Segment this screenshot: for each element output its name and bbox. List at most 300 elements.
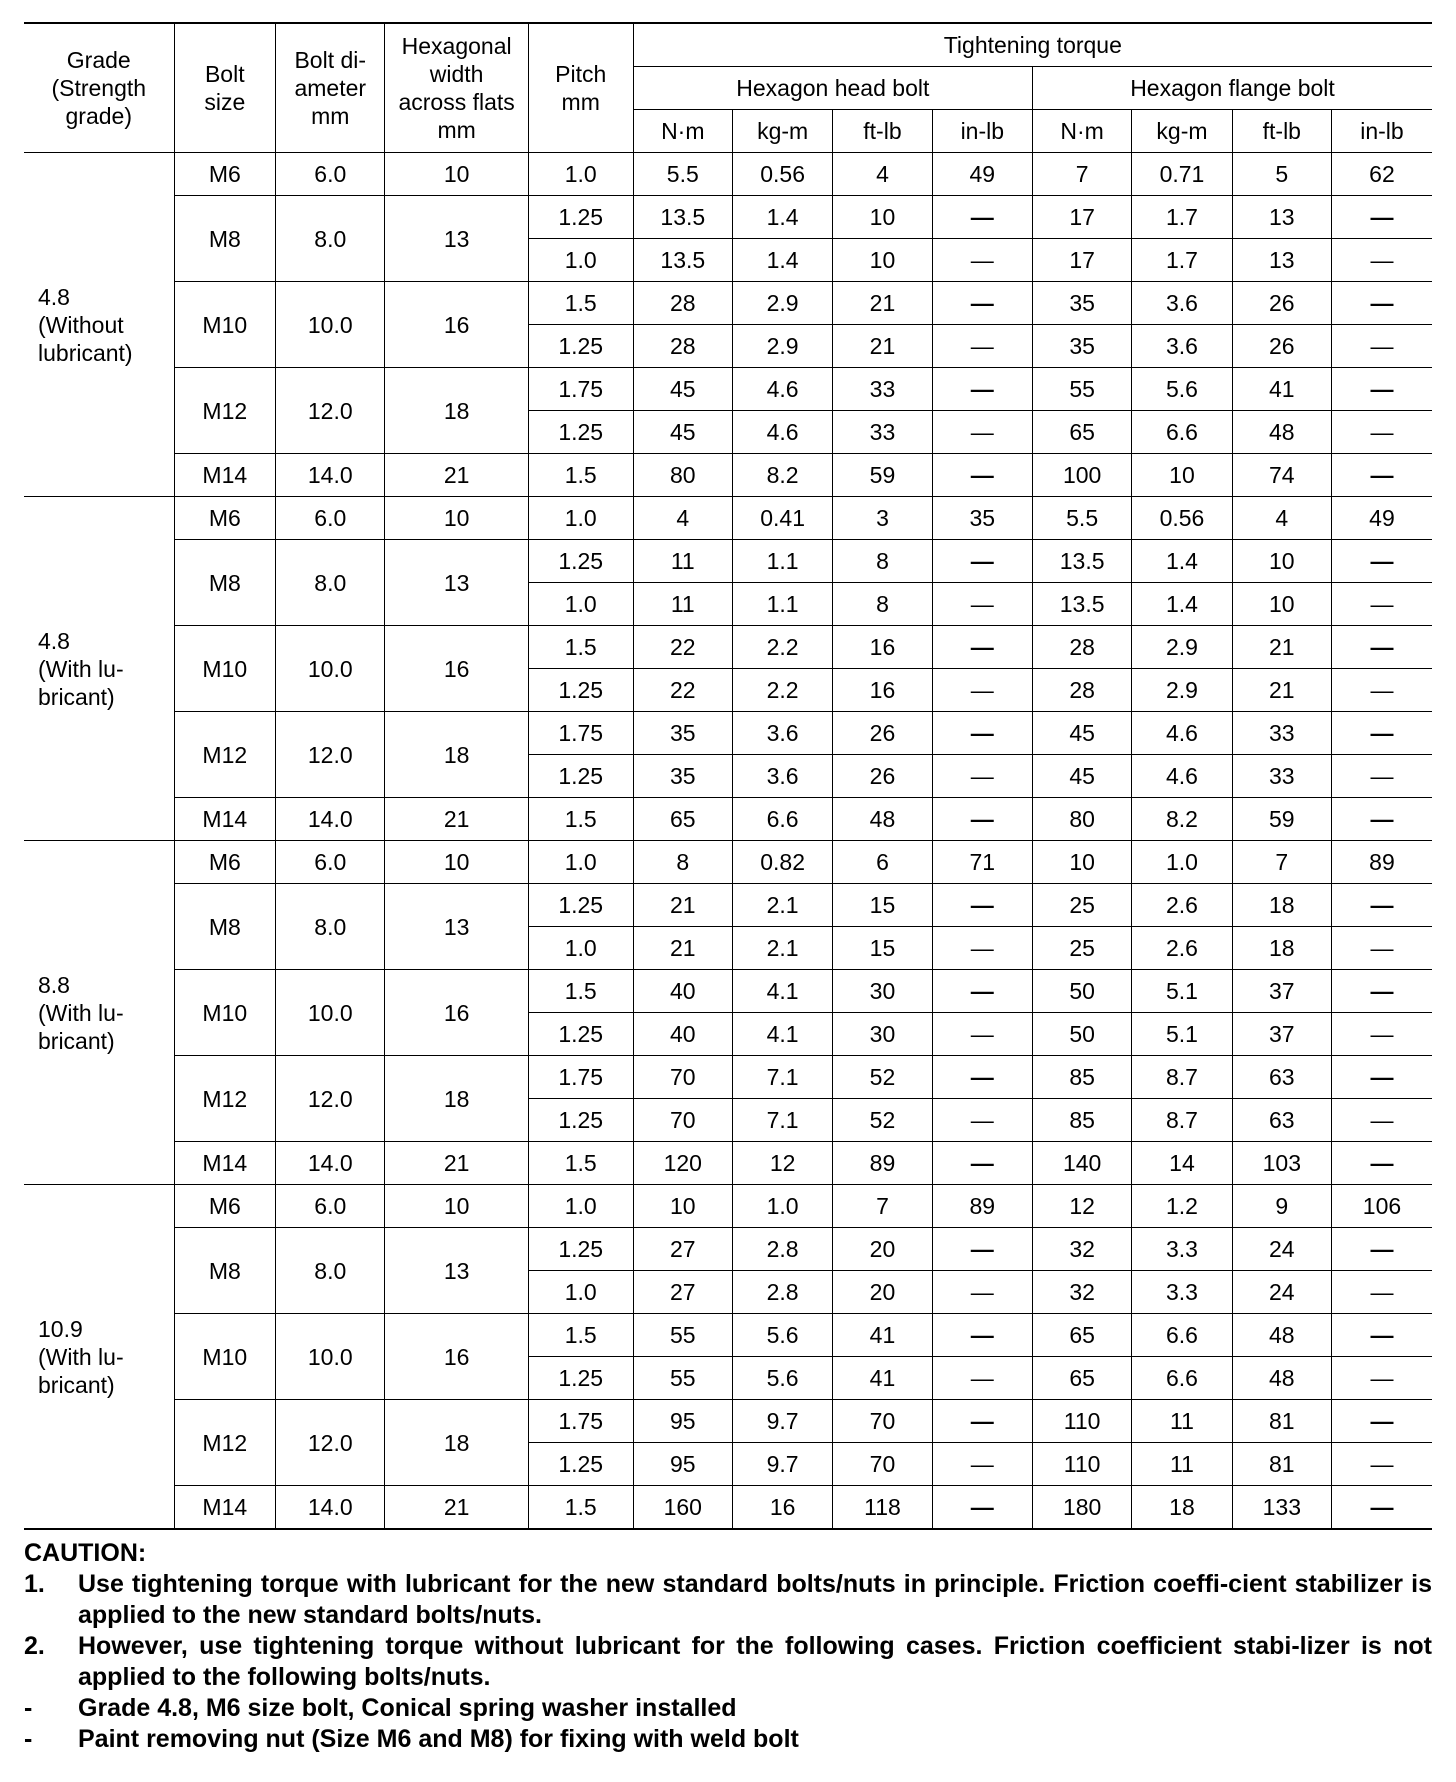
torque-value-cell: — — [1331, 325, 1432, 368]
torque-value-cell: 120 — [633, 1142, 732, 1185]
hex-width-cell: 10 — [385, 497, 528, 540]
bolt-diameter-cell: 10.0 — [276, 970, 385, 1056]
pitch-cell: 1.25 — [528, 411, 633, 454]
grade-cell: 8.8 (With lu- bricant) — [24, 841, 174, 1185]
hex-width-cell: 18 — [385, 368, 528, 454]
torque-value-cell: 52 — [833, 1099, 932, 1142]
bolt-diameter-cell: 8.0 — [276, 196, 385, 282]
torque-value-cell: 10 — [633, 1185, 732, 1228]
hex-width-cell: 13 — [385, 884, 528, 970]
grade-cell: 10.9 (With lu- bricant) — [24, 1185, 174, 1530]
torque-value-cell: 118 — [833, 1486, 932, 1530]
bolt-size-cell: M14 — [174, 454, 276, 497]
torque-value-cell: 11 — [633, 583, 732, 626]
table-row — [24, 841, 1432, 884]
caution-item — [24, 1569, 1432, 1631]
torque-value-cell: — — [932, 1013, 1032, 1056]
bolt-diameter-cell: 8.0 — [276, 540, 385, 626]
pitch-cell: 1.5 — [528, 282, 633, 325]
torque-value-cell: 85 — [1033, 1056, 1132, 1099]
torque-value-cell: 13.5 — [1033, 583, 1132, 626]
torque-value-cell: — — [932, 583, 1032, 626]
hex-width-cell: 18 — [385, 712, 528, 798]
bolt-size-cell: M14 — [174, 1142, 276, 1185]
torque-value-cell: 35 — [932, 497, 1032, 540]
header-hex-width: Hexagonal width across flats mm — [385, 23, 528, 153]
bolt-size-cell: M10 — [174, 282, 276, 368]
torque-value-cell: 2.2 — [732, 626, 832, 669]
torque-value-cell: 80 — [633, 454, 732, 497]
torque-value-cell: 26 — [1232, 325, 1331, 368]
hex-width-cell: 16 — [385, 1314, 528, 1400]
torque-value-cell: 1.4 — [732, 196, 832, 239]
torque-value-cell: 2.9 — [1132, 669, 1232, 712]
torque-value-cell: 2.9 — [732, 282, 832, 325]
torque-value-cell: — — [932, 1400, 1032, 1443]
torque-value-cell: — — [1331, 1314, 1432, 1357]
torque-value-cell: 70 — [633, 1099, 732, 1142]
torque-value-cell: — — [932, 325, 1032, 368]
torque-value-cell: — — [932, 1443, 1032, 1486]
torque-value-cell: 110 — [1033, 1400, 1132, 1443]
table-row — [24, 196, 1432, 239]
torque-value-cell: 17 — [1033, 196, 1132, 239]
torque-value-cell: — — [932, 1056, 1032, 1099]
torque-value-cell: 1.4 — [732, 239, 832, 282]
torque-value-cell: 48 — [1232, 1314, 1331, 1357]
table-row — [24, 1056, 1432, 1099]
torque-value-cell: 1.2 — [1132, 1185, 1232, 1228]
bolt-diameter-cell: 14.0 — [276, 798, 385, 841]
torque-value-cell: 35 — [633, 712, 732, 755]
torque-value-cell: 15 — [833, 884, 932, 927]
torque-value-cell: 4.1 — [732, 1013, 832, 1056]
torque-specification-sheet — [24, 22, 1432, 1755]
torque-value-cell: 3.6 — [732, 712, 832, 755]
caution-list — [24, 1569, 1432, 1755]
hex-width-cell: 10 — [385, 841, 528, 884]
table-row — [24, 282, 1432, 325]
torque-value-cell: — — [1331, 1099, 1432, 1142]
torque-value-cell: 50 — [1033, 1013, 1132, 1056]
hex-width-cell: 16 — [385, 626, 528, 712]
torque-value-cell: 10 — [833, 239, 932, 282]
caution-item — [24, 1631, 1432, 1693]
hex-width-cell: 21 — [385, 1142, 528, 1185]
torque-value-cell: 30 — [833, 970, 932, 1013]
bolt-size-cell: M8 — [174, 1228, 276, 1314]
pitch-cell: 1.0 — [528, 497, 633, 540]
torque-value-cell: 70 — [833, 1443, 932, 1486]
torque-value-cell: 6.6 — [1132, 1314, 1232, 1357]
torque-value-cell: 21 — [833, 325, 932, 368]
torque-value-cell: 3.6 — [732, 755, 832, 798]
table-row — [24, 454, 1432, 497]
torque-value-cell: 8.2 — [732, 454, 832, 497]
torque-value-cell: 6.6 — [1132, 411, 1232, 454]
torque-value-cell: — — [1331, 712, 1432, 755]
torque-value-cell: 21 — [1232, 669, 1331, 712]
torque-value-cell: 160 — [633, 1486, 732, 1530]
torque-value-cell: 133 — [1232, 1486, 1331, 1530]
torque-value-cell: 3.3 — [1132, 1271, 1232, 1314]
torque-value-cell: — — [1331, 282, 1432, 325]
torque-value-cell: — — [932, 454, 1032, 497]
torque-value-cell: 14 — [1132, 1142, 1232, 1185]
torque-value-cell: 6 — [833, 841, 932, 884]
torque-value-cell: 65 — [1033, 1314, 1132, 1357]
torque-value-cell: 70 — [633, 1056, 732, 1099]
torque-value-cell: 18 — [1232, 884, 1331, 927]
bolt-size-cell: M12 — [174, 712, 276, 798]
torque-value-cell: 2.6 — [1132, 927, 1232, 970]
table-row — [24, 1486, 1432, 1530]
bolt-diameter-cell: 12.0 — [276, 1056, 385, 1142]
torque-value-cell: 35 — [633, 755, 732, 798]
torque-value-cell: 41 — [1232, 368, 1331, 411]
pitch-cell: 1.75 — [528, 1056, 633, 1099]
torque-value-cell: — — [932, 239, 1032, 282]
bolt-size-cell: M6 — [174, 1185, 276, 1228]
torque-value-cell: 18 — [1232, 927, 1331, 970]
caution-item — [24, 1693, 1432, 1724]
header-unit: in-lb — [932, 110, 1032, 153]
table-row — [24, 1142, 1432, 1185]
torque-value-cell: 2.1 — [732, 884, 832, 927]
torque-value-cell: 5.1 — [1132, 1013, 1232, 1056]
torque-value-cell: 25 — [1033, 884, 1132, 927]
torque-value-cell: 30 — [833, 1013, 932, 1056]
bolt-size-cell: M14 — [174, 798, 276, 841]
hex-width-cell: 21 — [385, 1486, 528, 1530]
pitch-cell: 1.0 — [528, 583, 633, 626]
torque-value-cell: — — [1331, 884, 1432, 927]
torque-value-cell: 41 — [833, 1357, 932, 1400]
torque-value-cell: 52 — [833, 1056, 932, 1099]
pitch-cell: 1.5 — [528, 1142, 633, 1185]
torque-value-cell: 45 — [1033, 755, 1132, 798]
bolt-size-cell: M6 — [174, 841, 276, 884]
torque-value-cell: 5.6 — [732, 1357, 832, 1400]
hex-width-cell: 18 — [385, 1056, 528, 1142]
torque-value-cell: 81 — [1232, 1443, 1331, 1486]
caution-title: CAUTION: — [24, 1539, 147, 1567]
torque-value-cell: 27 — [633, 1228, 732, 1271]
torque-value-cell: 59 — [833, 454, 932, 497]
bolt-size-cell: M10 — [174, 626, 276, 712]
caution-item-marker: 2. — [24, 1632, 45, 1660]
table-row — [24, 1185, 1432, 1228]
pitch-cell: 1.5 — [528, 454, 633, 497]
torque-value-cell: 95 — [633, 1443, 732, 1486]
torque-value-cell: 4.6 — [732, 411, 832, 454]
header-tightening-torque: Tightening torque — [633, 23, 1432, 67]
torque-value-cell: 10 — [1232, 540, 1331, 583]
header-unit: N·m — [633, 110, 732, 153]
bolt-diameter-cell: 10.0 — [276, 626, 385, 712]
torque-value-cell: 12 — [1033, 1185, 1132, 1228]
bolt-diameter-cell: 6.0 — [276, 153, 385, 196]
caution-item-text: Use tightening torque with lubricant for the new standard bolts/nuts in principle. Friction coeffi-cient stabilizer is applied to the new standard bolts/nuts. — [78, 1570, 1432, 1629]
torque-value-cell: 20 — [833, 1271, 932, 1314]
torque-value-cell: 13.5 — [633, 196, 732, 239]
bolt-diameter-cell: 6.0 — [276, 841, 385, 884]
pitch-cell: 1.25 — [528, 196, 633, 239]
pitch-cell: 1.25 — [528, 1099, 633, 1142]
torque-value-cell: 180 — [1033, 1486, 1132, 1530]
torque-value-cell: 4.6 — [1132, 755, 1232, 798]
torque-value-cell: — — [1331, 755, 1432, 798]
bolt-diameter-cell: 12.0 — [276, 368, 385, 454]
torque-value-cell: 106 — [1331, 1185, 1432, 1228]
torque-value-cell: 15 — [833, 927, 932, 970]
torque-value-cell: 10 — [1232, 583, 1331, 626]
torque-value-cell: 1.4 — [1132, 540, 1232, 583]
torque-value-cell: 89 — [833, 1142, 932, 1185]
torque-value-cell: 13.5 — [633, 239, 732, 282]
torque-value-cell: 48 — [1232, 1357, 1331, 1400]
caution-item — [24, 1724, 1432, 1755]
torque-value-cell: 5 — [1232, 153, 1331, 196]
torque-value-cell: 37 — [1232, 970, 1331, 1013]
pitch-cell: 1.5 — [528, 970, 633, 1013]
pitch-cell: 1.25 — [528, 1228, 633, 1271]
torque-value-cell: 59 — [1232, 798, 1331, 841]
torque-value-cell: 95 — [633, 1400, 732, 1443]
torque-value-cell: 21 — [1232, 626, 1331, 669]
table-row — [24, 1228, 1432, 1271]
pitch-cell: 1.0 — [528, 841, 633, 884]
grade-cell: 4.8 (With lu- bricant) — [24, 497, 174, 841]
caution-item-text: Grade 4.8, M6 size bolt, Conical spring washer installed — [78, 1694, 737, 1722]
torque-value-cell: — — [932, 1357, 1032, 1400]
torque-value-cell: 103 — [1232, 1142, 1331, 1185]
torque-value-cell: 65 — [633, 798, 732, 841]
table-row — [24, 368, 1432, 411]
torque-value-cell: — — [1331, 970, 1432, 1013]
hex-width-cell: 21 — [385, 798, 528, 841]
torque-value-cell: 50 — [1033, 970, 1132, 1013]
pitch-cell: 1.0 — [528, 927, 633, 970]
torque-value-cell: — — [1331, 1142, 1432, 1185]
table-row — [24, 798, 1432, 841]
table-row — [24, 1314, 1432, 1357]
torque-value-cell: — — [1331, 1486, 1432, 1530]
bolt-diameter-cell: 12.0 — [276, 1400, 385, 1486]
torque-value-cell: 33 — [833, 411, 932, 454]
torque-value-cell: — — [1331, 1271, 1432, 1314]
torque-value-cell: 26 — [1232, 282, 1331, 325]
torque-value-cell: 16 — [833, 626, 932, 669]
torque-value-cell: 40 — [633, 970, 732, 1013]
torque-value-cell: — — [932, 282, 1032, 325]
header-unit: N·m — [1033, 110, 1132, 153]
torque-value-cell: — — [932, 626, 1032, 669]
torque-value-cell: 48 — [1232, 411, 1331, 454]
torque-value-cell: 5.1 — [1132, 970, 1232, 1013]
torque-value-cell: 48 — [833, 798, 932, 841]
header-hexagon-head-bolt: Hexagon head bolt — [633, 67, 1032, 110]
torque-value-cell: 5.5 — [1033, 497, 1132, 540]
torque-value-cell: — — [932, 970, 1032, 1013]
torque-value-cell: 45 — [633, 368, 732, 411]
torque-value-cell: — — [1331, 1056, 1432, 1099]
bolt-diameter-cell: 6.0 — [276, 1185, 385, 1228]
bolt-size-cell: M10 — [174, 1314, 276, 1400]
torque-value-cell: — — [932, 755, 1032, 798]
torque-value-cell: 100 — [1033, 454, 1132, 497]
torque-value-cell: 20 — [833, 1228, 932, 1271]
header-unit: ft-lb — [1232, 110, 1331, 153]
bolt-diameter-cell: 8.0 — [276, 884, 385, 970]
header-hexagon-flange-bolt: Hexagon flange bolt — [1033, 67, 1433, 110]
hex-width-cell: 13 — [385, 196, 528, 282]
pitch-cell: 1.5 — [528, 626, 633, 669]
torque-value-cell: 63 — [1232, 1099, 1331, 1142]
torque-value-cell: — — [1331, 1013, 1432, 1056]
torque-value-cell: — — [1331, 239, 1432, 282]
pitch-cell: 1.0 — [528, 1185, 633, 1228]
table-row — [24, 626, 1432, 669]
bolt-size-cell: M12 — [174, 1400, 276, 1486]
torque-value-cell: — — [932, 1271, 1032, 1314]
pitch-cell: 1.75 — [528, 1400, 633, 1443]
bolt-diameter-cell: 14.0 — [276, 454, 385, 497]
caution-item-marker: 1. — [24, 1570, 45, 1598]
torque-value-cell: 2.8 — [732, 1271, 832, 1314]
torque-value-cell: 2.6 — [1132, 884, 1232, 927]
header-grade: Grade (Strength grade) — [24, 23, 174, 153]
torque-value-cell: — — [932, 196, 1032, 239]
header-unit: in-lb — [1331, 110, 1432, 153]
torque-value-cell: 13 — [1232, 239, 1331, 282]
torque-value-cell: — — [1331, 1357, 1432, 1400]
torque-value-cell: 89 — [932, 1185, 1032, 1228]
table-row — [24, 153, 1432, 196]
torque-value-cell: 7 — [833, 1185, 932, 1228]
pitch-cell: 1.25 — [528, 1357, 633, 1400]
torque-value-cell: 2.8 — [732, 1228, 832, 1271]
torque-value-cell: 28 — [633, 325, 732, 368]
table-body — [24, 153, 1432, 1530]
torque-value-cell: 5.6 — [1132, 368, 1232, 411]
hex-width-cell: 10 — [385, 153, 528, 196]
torque-value-cell: 63 — [1232, 1056, 1331, 1099]
torque-value-cell: 8.7 — [1132, 1099, 1232, 1142]
bolt-size-cell: M12 — [174, 368, 276, 454]
hex-width-cell: 18 — [385, 1400, 528, 1486]
bolt-diameter-cell: 10.0 — [276, 1314, 385, 1400]
torque-value-cell: 4 — [833, 153, 932, 196]
torque-value-cell: 3.3 — [1132, 1228, 1232, 1271]
caution-item-marker: - — [24, 1725, 33, 1753]
grade-cell: 4.8 (Without lubricant) — [24, 153, 174, 497]
torque-value-cell: 33 — [833, 368, 932, 411]
torque-value-cell: 26 — [833, 712, 932, 755]
torque-value-cell: 80 — [1033, 798, 1132, 841]
torque-value-cell: — — [932, 712, 1032, 755]
torque-value-cell: 22 — [633, 626, 732, 669]
pitch-cell: 1.0 — [528, 239, 633, 282]
torque-value-cell: 5.5 — [633, 153, 732, 196]
pitch-cell: 1.25 — [528, 325, 633, 368]
torque-value-cell: 1.0 — [1132, 841, 1232, 884]
torque-value-cell: 13.5 — [1033, 540, 1132, 583]
torque-value-cell: — — [932, 1099, 1032, 1142]
pitch-cell: 1.0 — [528, 153, 633, 196]
torque-value-cell: 2.2 — [732, 669, 832, 712]
torque-value-cell: 1.7 — [1132, 239, 1232, 282]
torque-value-cell: 37 — [1232, 1013, 1331, 1056]
torque-value-cell: 9 — [1232, 1185, 1331, 1228]
torque-value-cell: 71 — [932, 841, 1032, 884]
torque-value-cell: 140 — [1033, 1142, 1132, 1185]
torque-value-cell: 35 — [1033, 325, 1132, 368]
torque-value-cell: 40 — [633, 1013, 732, 1056]
torque-value-cell: 4 — [633, 497, 732, 540]
caution-item-text: Paint removing nut (Size M6 and M8) for fixing with weld bolt — [78, 1725, 799, 1753]
bolt-diameter-cell: 12.0 — [276, 712, 385, 798]
pitch-cell: 1.75 — [528, 368, 633, 411]
torque-value-cell: 1.1 — [732, 540, 832, 583]
table-row — [24, 1400, 1432, 1443]
torque-value-cell: 16 — [833, 669, 932, 712]
torque-value-cell: 0.56 — [732, 153, 832, 196]
torque-value-cell: 11 — [1132, 1400, 1232, 1443]
pitch-cell: 1.25 — [528, 669, 633, 712]
torque-value-cell: 4.1 — [732, 970, 832, 1013]
torque-value-cell: 28 — [1033, 669, 1132, 712]
torque-value-cell: — — [932, 798, 1032, 841]
torque-value-cell: — — [1331, 454, 1432, 497]
torque-value-cell: 16 — [732, 1486, 832, 1530]
torque-value-cell: 65 — [1033, 411, 1132, 454]
pitch-cell: 1.25 — [528, 755, 633, 798]
bolt-size-cell: M14 — [174, 1486, 276, 1530]
tightening-torque-table — [24, 22, 1432, 1530]
torque-value-cell: 9.7 — [732, 1400, 832, 1443]
torque-value-cell: 10 — [1033, 841, 1132, 884]
torque-value-cell: — — [1331, 798, 1432, 841]
torque-value-cell: 21 — [633, 884, 732, 927]
header-pitch: Pitch mm — [528, 23, 633, 153]
torque-value-cell: 27 — [633, 1271, 732, 1314]
table-header — [24, 23, 1432, 153]
torque-value-cell: 22 — [633, 669, 732, 712]
torque-value-cell: 28 — [1033, 626, 1132, 669]
torque-value-cell: 8 — [633, 841, 732, 884]
torque-value-cell: 28 — [633, 282, 732, 325]
bolt-diameter-cell: 6.0 — [276, 497, 385, 540]
torque-value-cell: — — [1331, 583, 1432, 626]
torque-value-cell: 3.6 — [1132, 282, 1232, 325]
header-unit: kg-m — [732, 110, 832, 153]
torque-value-cell: 6.6 — [732, 798, 832, 841]
pitch-cell: 1.25 — [528, 540, 633, 583]
torque-value-cell: 1.7 — [1132, 196, 1232, 239]
torque-value-cell: 4 — [1232, 497, 1331, 540]
bolt-size-cell: M6 — [174, 153, 276, 196]
torque-value-cell: 35 — [1033, 282, 1132, 325]
hex-width-cell: 16 — [385, 282, 528, 368]
torque-value-cell: — — [932, 411, 1032, 454]
torque-value-cell: — — [932, 927, 1032, 970]
torque-value-cell: 4.6 — [732, 368, 832, 411]
pitch-cell: 1.25 — [528, 1013, 633, 1056]
hex-width-cell: 13 — [385, 540, 528, 626]
torque-value-cell: 9.7 — [732, 1443, 832, 1486]
torque-value-cell: 17 — [1033, 239, 1132, 282]
